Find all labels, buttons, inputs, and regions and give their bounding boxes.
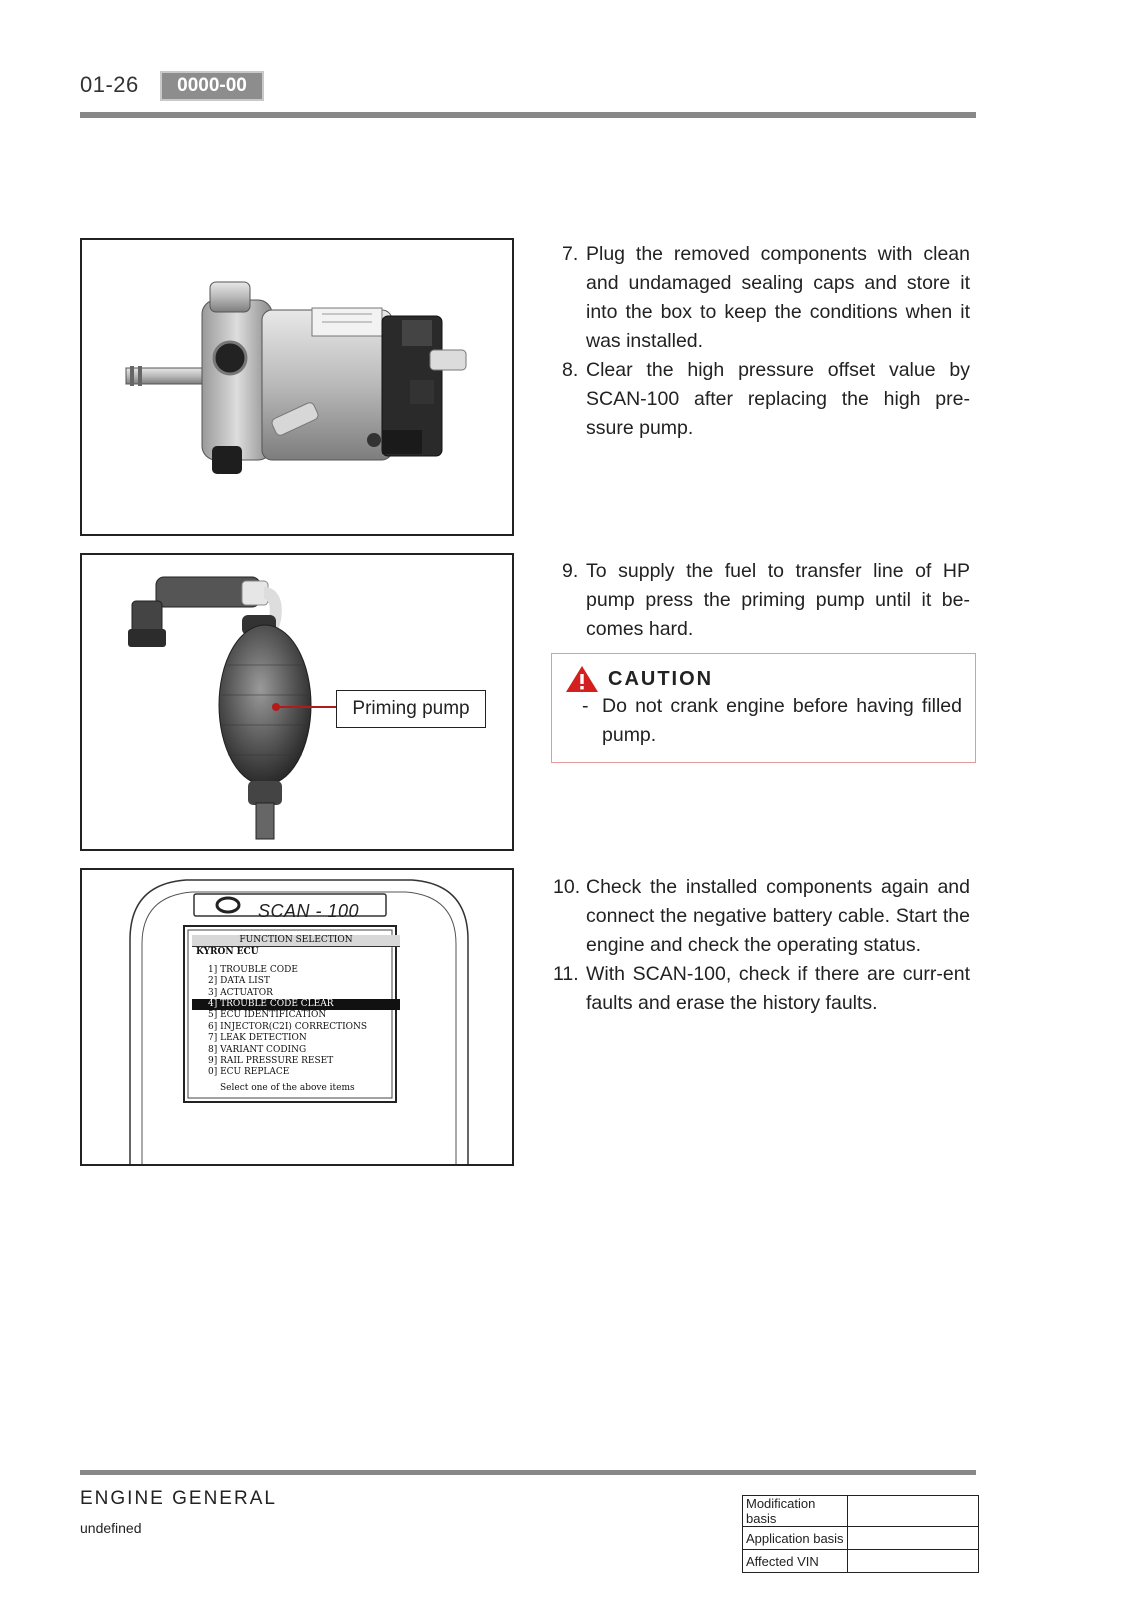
step-text: To supply the fuel to transfer line of HP pump press the priming pump until it be-comes hard.	[586, 560, 970, 640]
hp-pump-illustration	[82, 240, 514, 536]
table-value	[848, 1496, 979, 1527]
caution-title: CAUTION	[608, 668, 714, 690]
table-label: Affected VIN	[743, 1550, 848, 1573]
section-code-badge: 0000-00	[160, 71, 264, 101]
steps-10-11	[553, 873, 970, 1018]
scan-menu-item: 1] TROUBLE CODE	[208, 964, 298, 975]
steps-7-8	[556, 240, 970, 443]
revision-info-table	[742, 1495, 979, 1573]
table-value	[848, 1550, 979, 1573]
header-rule	[80, 112, 976, 118]
priming-pump-label: Priming pump	[336, 690, 486, 728]
table-label: Modification basis	[743, 1496, 848, 1527]
scan-menu-item-selected: 4] TROUBLE CODE CLEAR	[192, 999, 400, 1010]
page-number: 01-26	[80, 72, 139, 97]
caution-text	[582, 692, 962, 750]
footer-section-title: ENGINE GENERAL	[80, 1488, 277, 1509]
step-text: Plug the removed components with clean and undamaged sealing caps and store it into the box to keep the conditions when it was installed.	[586, 243, 970, 352]
step-10	[553, 873, 970, 960]
step-9	[556, 557, 970, 644]
step-11	[553, 960, 970, 1018]
scan-function-menu	[192, 935, 400, 1101]
scan-menu-header: FUNCTION SELECTION	[192, 935, 400, 947]
scan-menu-item: 5] ECU IDENTIFICATION	[208, 1010, 327, 1021]
scan-menu-item: 7] LEAK DETECTION	[208, 1033, 307, 1044]
footer-subtitle: undefined	[80, 1520, 142, 1536]
step-number: 7.	[562, 243, 579, 265]
step-number: 9.	[562, 560, 579, 582]
table-row	[743, 1496, 979, 1527]
step-9-block	[556, 557, 970, 644]
footer-rule	[80, 1470, 976, 1475]
scan-menu-item: 0] ECU REPLACE	[208, 1067, 290, 1078]
scan-device-title: SCAN - 100	[258, 901, 360, 921]
step-7	[556, 240, 970, 356]
scan-menu-item: 6] INJECTOR(C2I) CORRECTIONS	[208, 1021, 368, 1032]
scan-menu-subheader: KYRON ECU	[196, 947, 259, 958]
table-row	[743, 1550, 979, 1573]
step-number: 10.	[553, 876, 581, 898]
warning-triangle-icon	[564, 664, 600, 694]
table-label: Application basis	[743, 1527, 848, 1550]
caution-dash: -	[582, 695, 589, 717]
scan-menu-item: 2] DATA LIST	[208, 976, 270, 987]
scan-menu-item: 8] VARIANT CODING	[208, 1044, 307, 1055]
step-text: Check the installed components again and connect the negative battery cable. Start the engine and check the operating status.	[586, 876, 970, 956]
scan-menu-item: 9] RAIL PRESSURE RESET	[208, 1056, 334, 1067]
step-text: Clear the high pressure offset value by SCAN-100 after replacing the high pre-ssure pump.	[586, 359, 970, 439]
caution-body: Do not crank engine before having filled pump.	[602, 695, 962, 746]
table-value	[848, 1527, 979, 1550]
step-number: 8.	[562, 359, 579, 381]
scan-menu-item: 3] ACTUATOR	[208, 987, 273, 998]
step-8	[556, 356, 970, 443]
figure-hp-pump	[80, 238, 514, 536]
step-text: With SCAN-100, check if there are curr-ent faults and erase the history faults.	[586, 963, 970, 1014]
table-row	[743, 1527, 979, 1550]
caution-box	[551, 653, 976, 763]
scan-menu-footer: Select one of the above items	[220, 1082, 355, 1093]
step-number: 11.	[553, 963, 579, 985]
